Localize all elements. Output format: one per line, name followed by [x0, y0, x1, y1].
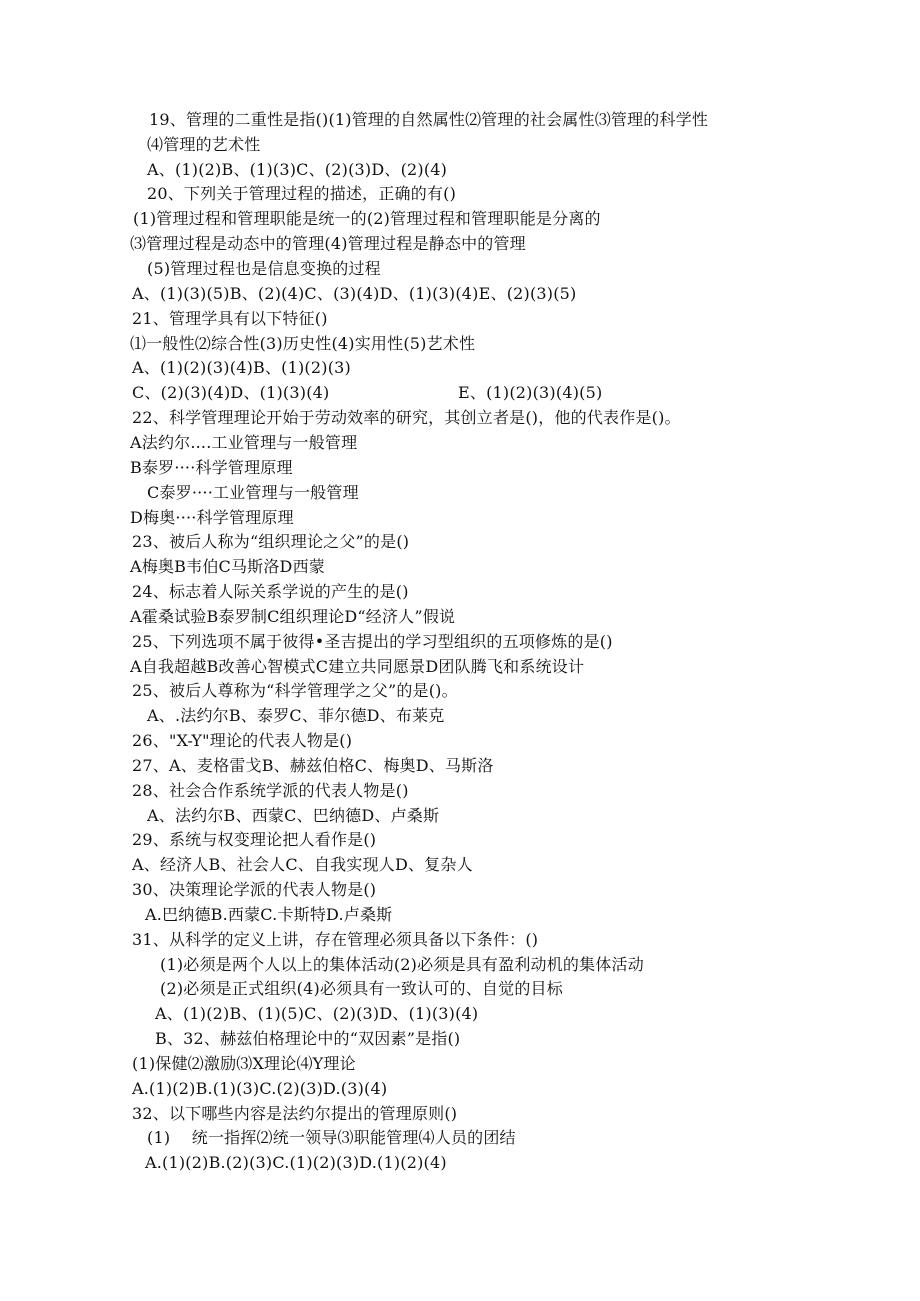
q22-stem: 22、科学管理理论开始于劳动效率的研究，其创立者是()，他的代表作是()。 — [132, 408, 681, 427]
q25b-stem: 25、被后人尊称为“科学管理学之父”的是()。 — [132, 681, 458, 700]
q21-stem: 21、管理学具有以下特征() — [132, 309, 328, 328]
q21-options-cd: C、(2)(3)(4)D、(1)(3)(4) — [132, 383, 330, 402]
q23-stem: 23、被后人称为“组织理论之父”的是() — [132, 532, 410, 551]
q19-stem: 19、管理的二重性是指()(1)管理的自然属性⑵管理的社会属性⑶管理的科学性 — [149, 110, 709, 129]
q24-stem: 24、标志着人际关系学说的产生的是() — [132, 582, 409, 601]
q20-item-3-4: ⑶管理过程是动态中的管理(4)管理过程是静态中的管理 — [130, 234, 526, 253]
q21-options-ab: A、(1)(2)(3)(4)B、(1)(2)(3) — [132, 358, 351, 377]
q32a-items: (1)保健⑵激励⑶X理论⑷Y理论 — [132, 1054, 356, 1073]
q20-stem: 20、下列关于管理过程的描述，正确的有() — [147, 184, 457, 203]
q32a-options: A.(1)(2)B.(1)(3)C.(2)(3)D.(3)(4) — [132, 1079, 388, 1098]
q22-option-c: C泰罗····工业管理与一般管理 — [147, 483, 359, 502]
q31-options: A、(1)(2)B、(1)(5)C、(2)(3)D、(1)(3)(4) — [155, 1004, 479, 1023]
q20-options: A、(1)(3)(5)B、(2)(4)C、(3)(4)D、(1)(3)(4)E、(2)(3)(5) — [132, 284, 577, 303]
q20-item-5: (5)管理过程也是信息变换的过程 — [147, 259, 381, 278]
q30-options: A.巴纳德B.西蒙C.卡斯特D.卢桑斯 — [145, 905, 393, 924]
q22-option-d: D梅奥····科学管理原理 — [130, 508, 294, 527]
q24-options: A霍桑试验B泰罗制C组织理论D“经济人”假说 — [130, 607, 456, 626]
q22-option-a: A法约尔....工业管理与一般管理 — [130, 433, 358, 452]
q20-item-1-2: (1)管理过程和管理职能是统一的(2)管理过程和管理职能是分离的 — [133, 209, 601, 228]
q29-options: A、经济人B、社会人C、自我实现人D、复杂人 — [132, 855, 473, 874]
q28-stem: 28、社会合作系统学派的代表人物是() — [132, 781, 409, 800]
q32a-stem: B、32、赫兹伯格理论中的“双因素”是指() — [155, 1029, 461, 1048]
q27-options: 27、A、麦格雷戈B、赫兹伯格C、梅奥D、马斯洛 — [132, 756, 494, 775]
q25b-options: A、.法约尔B、泰罗C、菲尔德D、布莱克 — [147, 706, 445, 725]
q32b-items: (1) 统一指挥⑵统一领导⑶职能管理⑷人员的团结 — [147, 1128, 516, 1147]
q29-stem: 29、系统与权变理论把人看作是() — [132, 830, 377, 849]
q19-stem-cont: ⑷管理的艺术性 — [147, 135, 261, 154]
q28-options: A、法约尔B、西蒙C、巴纳德D、卢桑斯 — [147, 806, 440, 825]
q23-options: A梅奥B韦伯C马斯洛D西蒙 — [130, 557, 325, 576]
q21-option-e: E、(1)(2)(3)(4)(5) — [458, 383, 603, 402]
q31-stem: 31、从科学的定义上讲，存在管理必须具备以下条件：() — [132, 930, 539, 949]
q21-items: ⑴一般性⑵综合性(3)历史性(4)实用性(5)艺术性 — [130, 334, 476, 353]
q31-item-1-2: (1)必须是两个人以上的集体活动(2)必须是具有盈利动机的集体活动 — [160, 955, 644, 974]
q25a-stem: 25、下列选项不属于彼得•圣吉提出的学习型组织的五项修炼的是() — [132, 632, 613, 651]
q26-stem: 26、"X-Y"理论的代表人物是() — [132, 731, 353, 750]
q30-stem: 30、决策理论学派的代表人物是() — [132, 880, 377, 899]
q22-option-b: B泰罗····科学管理原理 — [130, 458, 293, 477]
q25a-options: A自我超越B改善心智模式C建立共同愿景D团队腾飞和系统设计 — [130, 657, 585, 676]
q32b-options: A.(1)(2)B.(2)(3)C.(1)(2)(3)D.(1)(2)(4) — [145, 1153, 447, 1172]
q32b-stem: 32、以下哪些内容是法约尔提出的管理原则() — [132, 1104, 458, 1123]
q19-options: A、(1)(2)B、(1)(3)C、(2)(3)D、(2)(4) — [147, 160, 448, 179]
q31-item-3-4: (2)必须是正式组织(4)必须具有一致认可的、自觉的目标 — [160, 979, 563, 998]
